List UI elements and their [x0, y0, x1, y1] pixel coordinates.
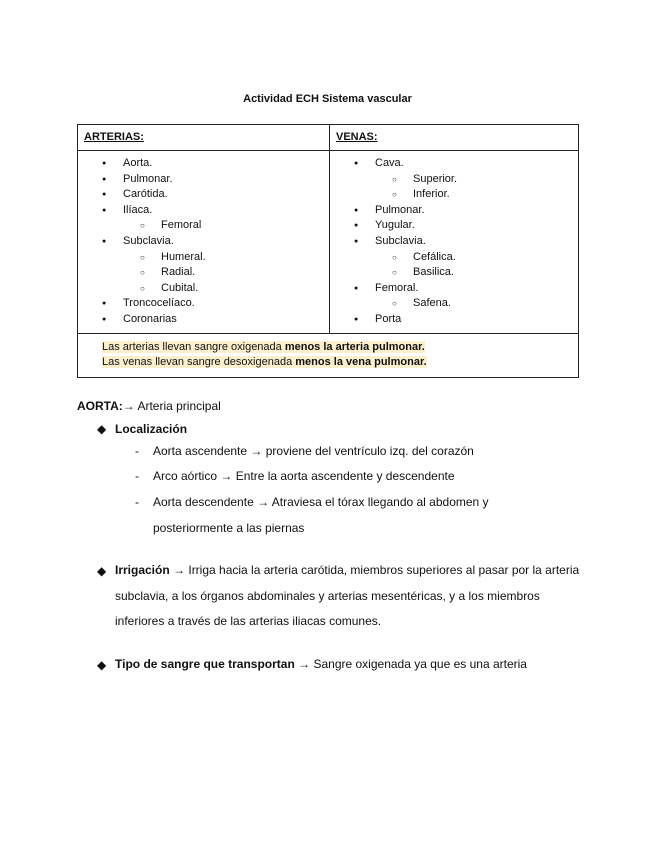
aorta-heading-text: → Arteria principal — [122, 399, 221, 413]
irrigacion-text: → Irriga hacia la arteria carótida, miembros superiores al pasar por la arteria subclavia, a los órganos abdominales y arterias mesentéricas, y a los miembros inferiores a través de las arterias iliacas comunes. — [115, 563, 580, 628]
arterias-item — [78, 172, 329, 188]
arterias-item — [78, 187, 329, 203]
diamond-bullet-icon: ◆ — [97, 564, 107, 578]
venas-subitem: ○ Cefálica. — [375, 250, 578, 266]
dash-icon: - — [135, 469, 139, 483]
venas-column — [330, 151, 579, 334]
venas-sublist — [375, 296, 578, 312]
venas-item-label: Femoral. — [375, 281, 419, 294]
arterias-item — [78, 234, 329, 296]
venas-item — [330, 312, 578, 328]
note-venas-hl — [102, 356, 427, 368]
arterias-item-label: Troncocelíaco. — [123, 297, 195, 310]
arterias-list — [78, 156, 329, 328]
note-cell — [78, 333, 579, 377]
venas-sublist — [375, 250, 578, 281]
loc-item-2-text: Arco aórtico → Entre la aorta ascendente y descendente — [153, 469, 455, 483]
venas-item-label: Cava. — [375, 157, 404, 169]
arterias-subitem: ○ Cubital. — [123, 281, 329, 297]
loc-item-1-text: Aorta ascendente → proviene del ventrículo izq. del corazón — [153, 444, 474, 458]
arterias-sublist — [123, 218, 329, 234]
venas-item — [330, 234, 578, 281]
diamond-bullet-icon: ◆ — [97, 658, 107, 672]
arterias-subitem: ○ Radial. — [123, 265, 329, 281]
note-venas-bold: menos la vena pulmonar. — [295, 356, 427, 369]
venas-subitem: ○ Safena. — [375, 296, 578, 312]
loc-item-2 — [135, 469, 455, 483]
arterias-subitem: ○ Femoral — [123, 218, 329, 234]
venas-item-label: Pulmonar. — [375, 203, 425, 216]
arterias-item — [78, 296, 329, 312]
aorta-heading-line — [77, 399, 577, 413]
arterias-sublist — [123, 250, 329, 297]
venas-sublist — [375, 172, 578, 203]
irrigacion-bullet-marker — [97, 564, 115, 578]
arterias-column — [78, 151, 330, 334]
venas-subitem: ○ Basilica. — [375, 265, 578, 281]
venas-item — [330, 156, 578, 203]
venas-item — [330, 281, 578, 312]
loc-item-1 — [135, 444, 474, 458]
arterias-item — [78, 312, 329, 328]
dash-icon: - — [135, 444, 139, 458]
venas-list — [330, 156, 578, 328]
arterias-header: ARTERIAS: — [84, 131, 144, 143]
loc-item-3-text: Aorta descendente → Atraviesa el tórax llegando al abdomen y posteriormente a las piernas — [153, 495, 489, 535]
note-venas — [102, 355, 578, 371]
dash-icon: - — [135, 495, 139, 509]
tipo-text: → Sangre oxigenada ya que es una arteria — [294, 657, 527, 671]
note-arterias — [102, 340, 578, 356]
venas-item — [330, 218, 578, 234]
tipo-paragraph — [115, 652, 585, 678]
arterias-item — [78, 203, 329, 234]
note-venas-text: Las venas llevan sangre desoxigenada — [102, 356, 296, 369]
note-arterias-bold: menos la arteria pulmonar. — [284, 340, 425, 353]
arterias-item-label: Coronarias — [123, 312, 177, 325]
arterias-subitem: ○ Humeral. — [123, 250, 329, 266]
arterias-item-label: Aorta. — [123, 157, 153, 169]
diamond-bullet-icon: ◆ — [97, 422, 107, 436]
venas-subitem: ○ Inferior. — [375, 187, 578, 203]
arterias-item-label: Ilíaca. — [123, 203, 153, 216]
arterias-item-label: Carótida. — [123, 188, 168, 201]
page-title: Actividad ECH Sistema vascular — [243, 93, 412, 105]
irrigacion-label: Irrigación — [115, 563, 170, 577]
arterias-item-label: Pulmonar. — [123, 172, 173, 185]
note-arterias-hl — [102, 341, 425, 353]
venas-header: VENAS: — [336, 131, 378, 143]
localizacion-label: Localización — [115, 422, 188, 436]
venas-header-cell — [330, 125, 579, 151]
note-arterias-text: Las arterias llevan sangre oxigenada — [102, 340, 285, 353]
arterias-item-label: Subclavia. — [123, 234, 174, 247]
venas-item-label: Subclavia. — [375, 234, 426, 247]
irrigacion-paragraph — [115, 558, 585, 635]
venas-item-label: Yugular. — [375, 219, 415, 232]
venas-subitem: ○ Superior. — [375, 172, 578, 188]
vascular-table — [77, 124, 579, 378]
arterias-header-cell — [78, 125, 330, 151]
venas-item-label: Porta — [375, 312, 402, 325]
aorta-heading: AORTA: — [77, 399, 123, 413]
loc-item-3 — [135, 490, 535, 541]
localizacion-bullet — [97, 422, 187, 436]
tipo-bullet-marker — [97, 658, 115, 672]
venas-item — [330, 203, 578, 219]
tipo-label: Tipo de sangre que transportan — [115, 657, 295, 671]
arterias-item — [78, 156, 329, 172]
